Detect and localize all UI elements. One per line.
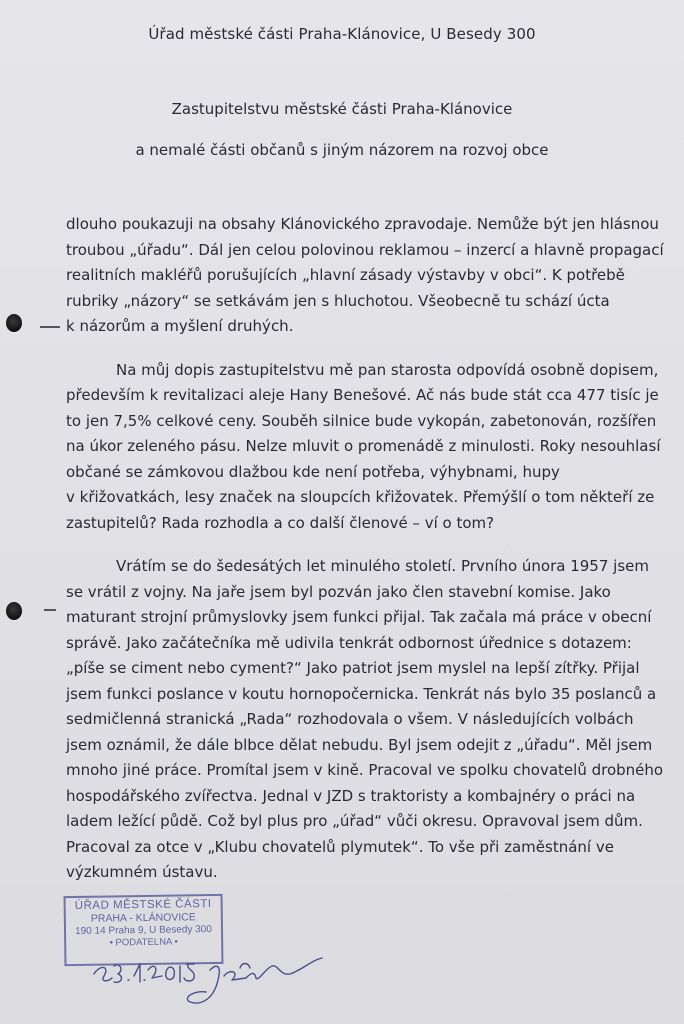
margin-mark-bottom xyxy=(44,609,56,611)
paragraph-gap xyxy=(66,340,656,358)
text-line: zastupitelů? Rada rozhodla a co další členové – ví o tom? xyxy=(66,513,495,532)
text-line: troubou „úřadu“. Dál jen celou polovinou reklamou – inzercí a hlavně propagací xyxy=(66,240,664,259)
text-line: především k revitalizaci aleje Hany Benešové. Ač nás bude stát cca 477 tisíc je xyxy=(66,386,659,404)
signature-stroke xyxy=(240,964,250,969)
addressee-line: Úřad městské části Praha-Klánovice, U Besedy 300 xyxy=(148,25,536,43)
text-line: sedmičlenná stranická „Rada“ rozhodovala o všem. V následujících volbách xyxy=(66,710,634,728)
paragraph-1 xyxy=(66,212,664,340)
text-line: ladem ležící půdě. Což byl plus pro „úřad“ vůči okresu. Opravoval jsem dům. xyxy=(66,812,643,830)
date-stroke xyxy=(166,967,175,979)
text-line: správě. Jako začátečníka mě udivila tenkrát odbornost úřednice s dotazem: xyxy=(66,633,632,652)
text-line: maturant strojní průmyslovky jsem funkci přijal. Tak začala má práce v obecní xyxy=(66,608,652,626)
text-line: Na můj dopis zastupitelstvu mě pan starosta odpovídá osobně dopisem, xyxy=(116,360,659,379)
paragraph-2 xyxy=(66,358,661,537)
text-line: občané se zámkovou dlažbou kde není potřeba, výhybnami, hupy xyxy=(66,462,560,481)
text-line: to jen 7,5% celkové ceny. Souběh silnice bude vykopán, zabetonován, rozšířen xyxy=(66,411,657,430)
text-line: realitních makléřů porušujících „hlavní zásady výstavby v obci“. K potřebě xyxy=(66,266,625,284)
paragraph-gap xyxy=(66,536,656,554)
punch-hole-bottom xyxy=(6,602,22,620)
signature-stroke xyxy=(224,958,322,980)
heading-line-1: Zastupitelstvu městské části Praha-Klánovice xyxy=(171,100,513,118)
stamp-line-district: PRAHA - KLÁNOVICE xyxy=(90,911,196,925)
paragraph-3 xyxy=(66,554,664,886)
date-stroke xyxy=(184,964,194,981)
heading-line-2: a nemalé části občanů s jiným názorem na rozvoj obce xyxy=(135,141,549,159)
text-line: jsem oznámil, že dále blbce dělat nebudu. Byl jsem odejit z „úřadu“. Měl jsem xyxy=(66,735,653,754)
text-line: Vrátím se do šedesátých let minulého století. Prvního února 1957 jsem xyxy=(116,557,649,575)
text-line: rubriky „názory“ se setkávám jen s hluchotou. Všeobecně tu schází úcta xyxy=(66,291,610,310)
date-stroke xyxy=(114,965,121,982)
date-stroke xyxy=(94,967,112,980)
text-line: Pracoval za otce v „Klubu chovatelů plymutek“. To vše při zaměstnání ve xyxy=(66,837,614,856)
text-line: hospodářského zvířectva. Jednal v JZD s traktoristy a kombajnéry o práci na xyxy=(66,786,636,805)
text-line: „píše se ciment nebo cyment?“ Jako patriot jsem myslel na lepší zítřky. Přijal xyxy=(66,659,640,677)
text-line: k názorům a myšlení druhých. xyxy=(66,317,294,335)
text-line: na úkor zeleného pásu. Nelze mluvit o promenádě z minulosti. Roky nesouhlasí xyxy=(66,437,661,455)
text-line: se vrátil z vojny. Na jaře jsem byl pozván jako člen stavební komise. Jako xyxy=(66,582,611,601)
stamp-line-address: 190 14 Praha 9, U Besedy 300 xyxy=(75,924,212,937)
text-line: jsem funkci poslance v koutu hornopočernicka. Tenkrát nás bylo 35 poslanců a xyxy=(66,684,657,703)
text-line: dlouho poukazuji na obsahy Klánovického zpravodaje. Nemůže být jen hlásnou xyxy=(66,215,659,233)
text-line: výzkumném ústavu. xyxy=(66,863,218,881)
letter-body xyxy=(66,212,664,886)
text-line: mnoho jiné práce. Promítal jsem v kině. Pracoval ve spolku chovatelů drobného xyxy=(66,761,664,779)
date-stroke xyxy=(148,966,162,978)
handwritten-date-and-signature xyxy=(90,950,340,1020)
date-stroke xyxy=(134,964,140,982)
text-line: v křižovatkách, lesy značek na sloupcích křižovatek. Přemýšlí o tom někteří ze xyxy=(66,488,655,506)
stamp-line-office: ÚŘAD MĚSTSKÉ ČÁSTI xyxy=(74,898,212,912)
punch-hole-top xyxy=(6,314,22,332)
margin-mark-top xyxy=(40,326,60,328)
stamp-line-registry: • PODATELNA • xyxy=(109,936,178,949)
